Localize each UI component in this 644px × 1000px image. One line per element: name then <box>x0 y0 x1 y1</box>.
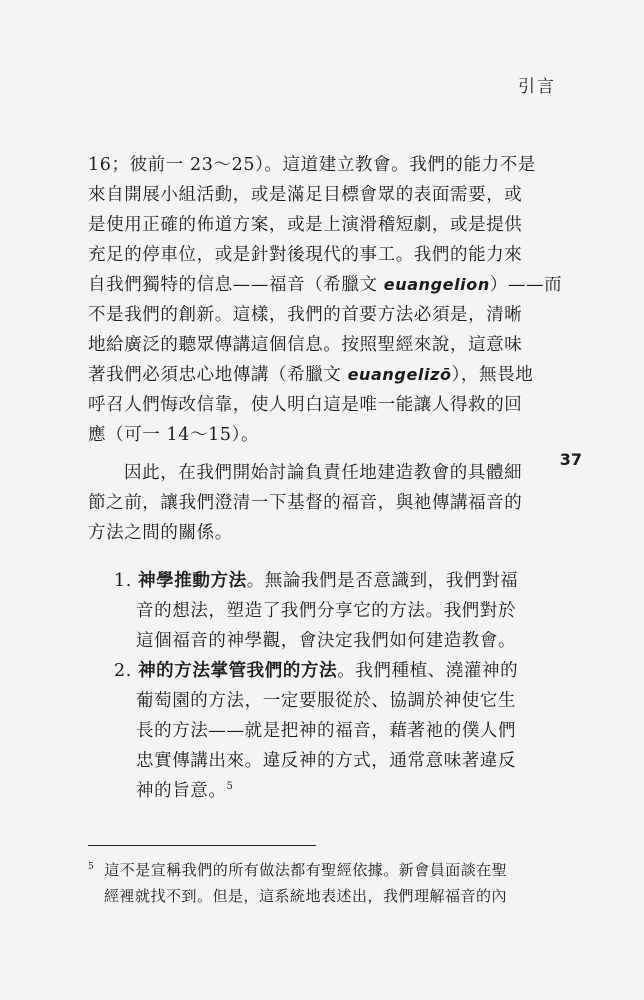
text-line <box>88 776 558 806</box>
list-item-1 <box>88 566 558 596</box>
text-segment: 。我們種植、澆灌神的 <box>337 661 519 681</box>
text-line: 地給廣泛的聽眾傳講這個信息。按照聖經來說，這意味 <box>88 335 523 355</box>
footnote-mark: 5 <box>88 862 95 872</box>
main-text <box>88 150 563 806</box>
text-line: 這個福音的神學觀，會決定我們如何建造教會。 <box>136 631 517 651</box>
text-segment: ），無畏地 <box>451 365 534 385</box>
text-line: 長的方法——就是把神的福音，藉著祂的僕人們 <box>136 721 517 741</box>
footnote-reference[interactable]: 5 <box>226 781 234 792</box>
text-line: 忠實傳講出來。違反神的方式，通常意味著違反 <box>136 751 517 771</box>
text-line: 音的想法，塑造了我們分享它的方法。我們對於 <box>136 601 517 621</box>
text-line: 葡萄園的方法，一定要服從於、協調於神使它生 <box>136 691 517 711</box>
text-line: 呼召人們悔改信靠，使人明白這是唯一能讓人得救的回 <box>88 395 523 415</box>
text-segment: 神的旨意。 <box>136 781 227 801</box>
text-line <box>88 360 558 390</box>
text-line <box>88 270 563 300</box>
page-number: 37 <box>559 450 582 469</box>
list-item-heading: 神的方法掌管我們的方法 <box>138 661 338 681</box>
paragraph-1 <box>88 150 563 450</box>
text-segment: 著我們必須忠心地傳講（希臘文 <box>88 365 348 385</box>
text-line: 節之前，讓我們澄清一下基督的福音，與祂傳講福音的 <box>88 493 523 513</box>
text-line: 不是我們的創新。這樣，我們的首要方法必須是，清晰 <box>88 305 523 325</box>
list-number: 2. <box>114 661 132 681</box>
paragraph-2 <box>88 458 558 548</box>
list-item-2 <box>88 656 558 686</box>
text-line: 應（可一 14～15）。 <box>88 425 260 445</box>
list-item-heading: 神學推動方法 <box>138 571 247 591</box>
text-segment: 自我們獨特的信息——福音（希臘文 <box>88 275 384 295</box>
text-line: 是使用正確的佈道方案，或是上演滑稽短劇，或是提供 <box>88 215 523 235</box>
text-line: 充足的停車位，或是針對後現代的事工。我們的能力來 <box>88 245 523 265</box>
greek-term: euangelion <box>383 275 490 294</box>
text-segment: 。無論我們是否意識到，我們對福 <box>246 571 519 591</box>
text-line <box>88 857 568 883</box>
footnote <box>88 857 568 909</box>
text-line: 來自開展小組活動，或是滿足目標會眾的表面需要，或 <box>88 185 523 205</box>
list-number: 1. <box>114 571 132 591</box>
text-line: 16；彼前一 23～25）。這道建立教會。我們的能力不是 <box>88 155 536 175</box>
footnote-divider <box>88 845 316 846</box>
numbered-list <box>88 566 558 806</box>
text-line: 因此，在我們開始討論負責任地建造教會的具體細 <box>124 463 523 483</box>
text-segment: 這不是宣稱我們的所有做法都有聖經依據。新會員面談在聖 <box>104 861 508 879</box>
greek-term: euangelizō <box>347 365 452 384</box>
text-line: 方法之間的關係。 <box>88 523 233 543</box>
running-head: 引言 <box>518 77 556 97</box>
text-segment: ）——而 <box>489 275 563 295</box>
text-line: 經裡就找不到。但是，這系統地表述出，我們理解福音的內 <box>104 887 508 905</box>
